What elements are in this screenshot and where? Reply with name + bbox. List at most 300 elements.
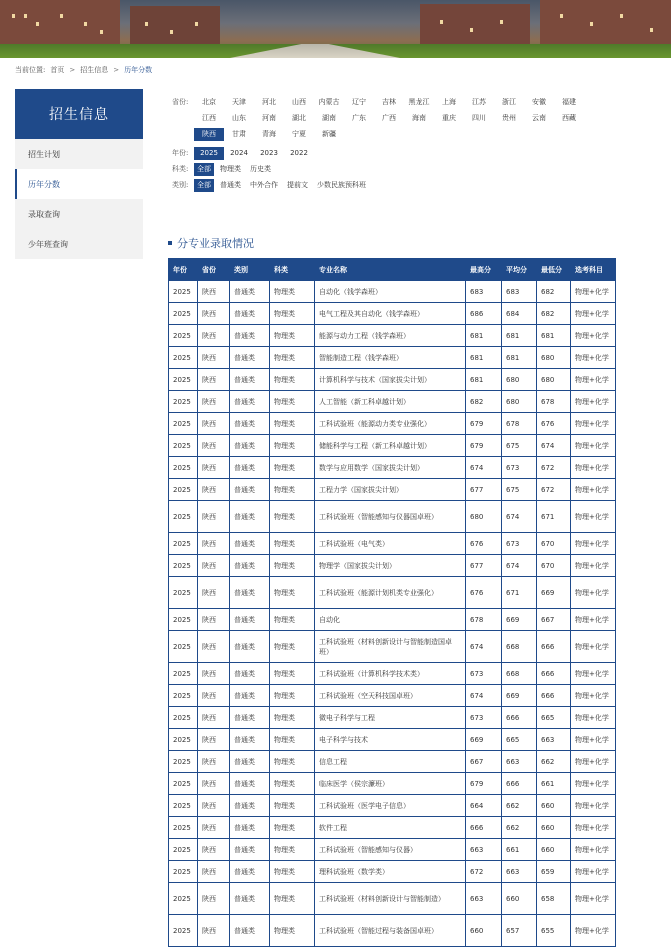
table-cell: 681 [502, 347, 537, 369]
table-cell: 普通类 [230, 685, 270, 707]
table-cell: 陕西 [198, 347, 230, 369]
table-cell: 物理+化学 [571, 555, 616, 577]
table-cell: 2025 [169, 577, 198, 609]
table-cell: 普通类 [230, 533, 270, 555]
column-header: 最低分 [537, 259, 571, 281]
table-row [169, 391, 616, 413]
sidebar-item-scores[interactable]: 历年分数 [15, 169, 143, 199]
table-cell: 2025 [169, 751, 198, 773]
table-cell: 2025 [169, 303, 198, 325]
province-option[interactable]: 浙江 [502, 98, 516, 106]
table-cell: 655 [537, 915, 571, 947]
year-option[interactable]: 2022 [290, 149, 308, 157]
table-row [169, 479, 616, 501]
province-option[interactable]: 辽宁 [352, 98, 366, 106]
column-header: 专业名称 [315, 259, 466, 281]
sidebar-menu [15, 139, 143, 259]
table-row [169, 281, 616, 303]
table-cell: 686 [466, 303, 502, 325]
province-option[interactable]: 陕西 [194, 128, 224, 141]
table-cell: 物理类 [270, 435, 315, 457]
province-option[interactable]: 黑龙江 [408, 98, 430, 106]
table-cell: 2025 [169, 773, 198, 795]
table-cell: 普通类 [230, 347, 270, 369]
table-cell: 物理学（国家拔尖计划） [315, 555, 466, 577]
table-cell: 陕西 [198, 729, 230, 751]
table-cell: 物理类 [270, 479, 315, 501]
table-cell: 661 [537, 773, 571, 795]
table-cell: 物理类 [270, 347, 315, 369]
table-row [169, 839, 616, 861]
table-cell: 661 [502, 839, 537, 861]
table-cell: 684 [502, 303, 537, 325]
table-cell: 陕西 [198, 609, 230, 631]
table-cell: 数学与应用数学（国家拔尖计划） [315, 457, 466, 479]
table-cell: 普通类 [230, 435, 270, 457]
year-option[interactable]: 2023 [260, 149, 278, 157]
table-cell: 物理+化学 [571, 631, 616, 663]
province-option[interactable]: 福建 [562, 98, 576, 106]
category-options [194, 163, 612, 176]
province-option[interactable]: 广西 [382, 114, 396, 122]
type-option[interactable]: 少数民族预科班 [317, 181, 366, 189]
table-row [169, 347, 616, 369]
year-option[interactable]: 2024 [230, 149, 248, 157]
table-cell: 普通类 [230, 795, 270, 817]
category-option[interactable]: 全部 [194, 163, 214, 176]
table-cell: 物理类 [270, 501, 315, 533]
table-cell: 671 [502, 577, 537, 609]
table-cell: 660 [537, 817, 571, 839]
table-cell: 普通类 [230, 861, 270, 883]
table-cell: 672 [537, 457, 571, 479]
table-cell: 2025 [169, 501, 198, 533]
table-cell: 物理类 [270, 609, 315, 631]
type-options [194, 179, 612, 192]
table-cell: 陕西 [198, 479, 230, 501]
table-cell: 陕西 [198, 773, 230, 795]
table-cell: 陕西 [198, 707, 230, 729]
table-cell: 能源与动力工程（钱学森班） [315, 325, 466, 347]
table-row [169, 631, 616, 663]
table-cell: 666 [537, 685, 571, 707]
year-options [194, 147, 612, 160]
table-cell: 2025 [169, 533, 198, 555]
province-option[interactable]: 湖北 [292, 114, 306, 122]
table-cell: 677 [466, 479, 502, 501]
table-cell: 普通类 [230, 457, 270, 479]
table-cell: 电气工程及其自动化（钱学森班） [315, 303, 466, 325]
table-cell: 普通类 [230, 817, 270, 839]
table-cell: 工科试验班（智能感知与仪器国卓班） [315, 501, 466, 533]
table-cell: 电子科学与技术 [315, 729, 466, 751]
type-option[interactable]: 中外合作 [250, 181, 278, 189]
breadcrumb-home-link[interactable]: 首页 [50, 66, 65, 74]
breadcrumb-separator: > [113, 66, 120, 74]
table-cell: 物理+化学 [571, 685, 616, 707]
year-filter-label: 年份: [172, 149, 189, 157]
table-cell: 681 [537, 325, 571, 347]
table-cell: 666 [537, 663, 571, 685]
table-row [169, 707, 616, 729]
table-cell: 物理类 [270, 369, 315, 391]
table-cell: 673 [466, 663, 502, 685]
table-row [169, 325, 616, 347]
type-option[interactable]: 提前文 [287, 181, 308, 189]
table-body [169, 281, 616, 947]
table-cell: 677 [466, 555, 502, 577]
table-cell: 2025 [169, 839, 198, 861]
table-cell: 676 [466, 533, 502, 555]
table-cell: 2025 [169, 631, 198, 663]
table-cell: 普通类 [230, 663, 270, 685]
province-filter-label: 省份: [172, 98, 189, 106]
breadcrumb-separator: > [69, 66, 76, 74]
table-cell: 2025 [169, 817, 198, 839]
table-cell: 物理类 [270, 577, 315, 609]
type-option[interactable]: 全部 [194, 179, 214, 192]
table-cell: 683 [466, 281, 502, 303]
table-cell: 660 [537, 839, 571, 861]
table-cell: 674 [466, 685, 502, 707]
table-cell: 陕西 [198, 533, 230, 555]
table-cell: 2025 [169, 883, 198, 915]
table-cell: 普通类 [230, 751, 270, 773]
table-cell: 物理+化学 [571, 457, 616, 479]
table-row [169, 773, 616, 795]
table-cell: 666 [502, 707, 537, 729]
breadcrumb-section-link[interactable]: 招生信息 [80, 66, 109, 74]
province-option[interactable]: 天津 [232, 98, 246, 106]
province-option[interactable]: 山东 [232, 114, 246, 122]
table-cell: 2025 [169, 413, 198, 435]
table-cell: 674 [502, 555, 537, 577]
table-cell: 工程力学（国家拔尖计划） [315, 479, 466, 501]
table-cell: 2025 [169, 391, 198, 413]
province-filter [172, 96, 612, 144]
table-cell: 680 [502, 391, 537, 413]
province-option[interactable]: 贵州 [502, 114, 516, 122]
bullet-icon [168, 241, 172, 245]
table-cell: 工科试验班（材料创新设计与智能制造国卓班） [315, 631, 466, 663]
table-cell: 工科试验班（智能过程与装备国卓班） [315, 915, 466, 947]
table-cell: 普通类 [230, 369, 270, 391]
table-cell: 680 [502, 369, 537, 391]
province-option[interactable]: 宁夏 [292, 130, 306, 138]
province-option[interactable]: 河南 [262, 114, 276, 122]
province-option[interactable]: 上海 [442, 98, 456, 106]
table-cell: 陕西 [198, 861, 230, 883]
category-filter-label: 科类: [172, 165, 189, 173]
table-cell: 660 [502, 883, 537, 915]
table-cell: 工科试验班（能源计划机类专业强化） [315, 577, 466, 609]
table-cell: 2025 [169, 795, 198, 817]
table-cell: 662 [502, 817, 537, 839]
table-cell: 669 [466, 729, 502, 751]
table-cell: 663 [466, 839, 502, 861]
table-cell: 陕西 [198, 281, 230, 303]
table-cell: 物理+化学 [571, 795, 616, 817]
province-option[interactable]: 云南 [532, 114, 546, 122]
sidebar-item-admission-query[interactable]: 录取查询 [28, 209, 60, 219]
table-cell: 物理类 [270, 707, 315, 729]
table-cell: 物理类 [270, 555, 315, 577]
table-cell: 675 [502, 435, 537, 457]
sidebar-item-junior-class-query[interactable]: 少年班查询 [28, 239, 68, 249]
province-option[interactable]: 江西 [202, 114, 216, 122]
table-cell: 临床医学（侯宗濂班） [315, 773, 466, 795]
province-option[interactable]: 海南 [412, 114, 426, 122]
table-cell: 工科试验班（材料创新设计与智能制造） [315, 883, 466, 915]
table-cell: 物理+化学 [571, 817, 616, 839]
table-cell: 陕西 [198, 817, 230, 839]
table-cell: 660 [466, 915, 502, 947]
breadcrumb-label: 当前位置: [15, 66, 46, 74]
table-cell: 陕西 [198, 413, 230, 435]
table-cell: 658 [537, 883, 571, 915]
table-cell: 陕西 [198, 369, 230, 391]
column-header: 最高分 [466, 259, 502, 281]
table-cell: 676 [466, 577, 502, 609]
table-cell: 2025 [169, 479, 198, 501]
province-option[interactable]: 新疆 [322, 130, 336, 138]
table-cell: 物理+化学 [571, 391, 616, 413]
province-option[interactable]: 山西 [292, 98, 306, 106]
table-cell: 2025 [169, 663, 198, 685]
table-row [169, 817, 616, 839]
table-cell: 普通类 [230, 729, 270, 751]
category-option[interactable]: 历史类 [250, 165, 271, 173]
breadcrumb [15, 64, 152, 76]
table-cell: 陕西 [198, 631, 230, 663]
table-cell: 工科试验班（能源动力类专业强化） [315, 413, 466, 435]
sidebar-title: 招生信息 [15, 89, 143, 139]
table-cell: 物理+化学 [571, 533, 616, 555]
table-cell: 681 [466, 325, 502, 347]
table-cell: 陕西 [198, 303, 230, 325]
table-cell: 物理+化学 [571, 729, 616, 751]
table-cell: 物理+化学 [571, 577, 616, 609]
column-header: 选考科目 [571, 259, 616, 281]
table-cell: 微电子科学与工程 [315, 707, 466, 729]
table-cell: 668 [502, 663, 537, 685]
table-cell: 物理+化学 [571, 839, 616, 861]
table-cell: 普通类 [230, 303, 270, 325]
table-cell: 物理+化学 [571, 883, 616, 915]
sidebar-item-plan[interactable]: 招生计划 [28, 149, 60, 159]
table-cell: 2025 [169, 347, 198, 369]
table-cell: 物理类 [270, 861, 315, 883]
table-row [169, 435, 616, 457]
type-filter [172, 179, 612, 192]
table-cell: 物理类 [270, 457, 315, 479]
table-cell: 陕西 [198, 883, 230, 915]
section-title-text: 分专业录取情况 [177, 237, 254, 250]
table-cell: 682 [537, 303, 571, 325]
table-cell: 665 [502, 729, 537, 751]
province-option[interactable]: 江苏 [472, 98, 486, 106]
table-row [169, 303, 616, 325]
table-cell: 工科试验班（空天科技国卓班） [315, 685, 466, 707]
table-cell: 672 [466, 861, 502, 883]
table-cell: 物理类 [270, 325, 315, 347]
table-cell: 674 [466, 457, 502, 479]
table-cell: 674 [466, 631, 502, 663]
table-cell: 陕西 [198, 915, 230, 947]
table-cell: 2025 [169, 609, 198, 631]
province-option[interactable]: 四川 [472, 114, 486, 122]
province-option[interactable]: 北京 [202, 98, 216, 106]
section-title [168, 235, 254, 251]
table-cell: 物理+化学 [571, 479, 616, 501]
table-cell: 679 [466, 435, 502, 457]
table-cell: 2025 [169, 707, 198, 729]
table-cell: 普通类 [230, 555, 270, 577]
table-row [169, 555, 616, 577]
table-cell: 陕西 [198, 685, 230, 707]
table-row [169, 413, 616, 435]
table-cell: 669 [502, 685, 537, 707]
table-cell: 物理类 [270, 839, 315, 861]
column-header: 省份 [198, 259, 230, 281]
table-row [169, 685, 616, 707]
year-option[interactable]: 2025 [194, 147, 224, 160]
table-cell: 2025 [169, 325, 198, 347]
province-options [194, 96, 612, 144]
table-cell: 普通类 [230, 281, 270, 303]
table-cell: 普通类 [230, 915, 270, 947]
table-cell: 物理+化学 [571, 413, 616, 435]
table-row [169, 577, 616, 609]
table-cell: 物理+化学 [571, 281, 616, 303]
table-cell: 663 [537, 729, 571, 751]
table-cell: 675 [502, 479, 537, 501]
table-cell: 计算机科学与技术（国家拔尖计划） [315, 369, 466, 391]
table-cell: 683 [502, 281, 537, 303]
column-header: 年份 [169, 259, 198, 281]
table-cell: 物理类 [270, 729, 315, 751]
table-cell: 2025 [169, 729, 198, 751]
table-cell: 662 [502, 795, 537, 817]
table-row [169, 663, 616, 685]
table-cell: 普通类 [230, 413, 270, 435]
table-cell: 陕西 [198, 435, 230, 457]
table-row [169, 609, 616, 631]
table-cell: 普通类 [230, 479, 270, 501]
table-cell: 659 [537, 861, 571, 883]
province-option[interactable]: 广东 [352, 114, 366, 122]
table-cell: 物理+化学 [571, 915, 616, 947]
table-cell: 681 [502, 325, 537, 347]
table-cell: 665 [537, 707, 571, 729]
table-row [169, 795, 616, 817]
table-cell: 679 [466, 413, 502, 435]
column-header: 类别 [230, 259, 270, 281]
province-option[interactable]: 西藏 [562, 114, 576, 122]
table-cell: 673 [466, 707, 502, 729]
table-cell: 681 [466, 369, 502, 391]
table-cell: 普通类 [230, 839, 270, 861]
table-cell: 物理+化学 [571, 751, 616, 773]
table-cell: 物理类 [270, 303, 315, 325]
table-cell: 物理+化学 [571, 347, 616, 369]
category-option[interactable]: 物理类 [220, 165, 241, 173]
province-option[interactable]: 吉林 [382, 98, 396, 106]
table-header-row [169, 259, 616, 281]
table-cell: 普通类 [230, 325, 270, 347]
province-option[interactable]: 河北 [262, 98, 276, 106]
column-header: 平均分 [502, 259, 537, 281]
table-cell: 工科试验班（计算机科学技术类） [315, 663, 466, 685]
table-cell: 666 [502, 773, 537, 795]
column-header: 科类 [270, 259, 315, 281]
table-cell: 680 [537, 347, 571, 369]
province-option[interactable]: 甘肃 [232, 130, 246, 138]
province-option[interactable]: 安徽 [532, 98, 546, 106]
table-cell: 682 [466, 391, 502, 413]
table-cell: 陕西 [198, 839, 230, 861]
table-cell: 陕西 [198, 501, 230, 533]
table-cell: 物理+化学 [571, 609, 616, 631]
table-cell: 物理类 [270, 391, 315, 413]
table-cell: 667 [537, 609, 571, 631]
province-option[interactable]: 青海 [262, 130, 276, 138]
table-cell: 663 [502, 751, 537, 773]
province-option[interactable]: 重庆 [442, 114, 456, 122]
table-cell: 软件工程 [315, 817, 466, 839]
province-option[interactable]: 内蒙古 [318, 98, 340, 106]
table-cell: 储能科学与工程（新工科卓越计划） [315, 435, 466, 457]
table-cell: 2025 [169, 281, 198, 303]
category-filter [172, 163, 612, 176]
table-cell: 陕西 [198, 555, 230, 577]
table-cell: 682 [537, 281, 571, 303]
table-cell: 信息工程 [315, 751, 466, 773]
table-cell: 2025 [169, 915, 198, 947]
province-option[interactable]: 湖南 [322, 114, 336, 122]
table-cell: 物理类 [270, 413, 315, 435]
table-row [169, 533, 616, 555]
table-cell: 自动化 [315, 609, 466, 631]
table-cell: 2025 [169, 369, 198, 391]
table-cell: 678 [466, 609, 502, 631]
type-option[interactable]: 普通类 [220, 181, 241, 189]
table-cell: 物理+化学 [571, 707, 616, 729]
table-cell: 664 [466, 795, 502, 817]
table-cell: 物理类 [270, 795, 315, 817]
table-cell: 678 [537, 391, 571, 413]
table-cell: 668 [502, 631, 537, 663]
table-cell: 物理类 [270, 915, 315, 947]
table-cell: 物理类 [270, 751, 315, 773]
table-cell: 669 [502, 609, 537, 631]
table-cell: 物理类 [270, 663, 315, 685]
table-cell: 普通类 [230, 609, 270, 631]
table-cell: 理科试验班（数学类） [315, 861, 466, 883]
table-cell: 680 [466, 501, 502, 533]
table-cell: 物理类 [270, 883, 315, 915]
breadcrumb-current: 历年分数 [124, 66, 153, 74]
table-cell: 陕西 [198, 795, 230, 817]
year-filter [172, 147, 612, 160]
table-cell: 普通类 [230, 501, 270, 533]
table-cell: 2025 [169, 435, 198, 457]
table-cell: 物理类 [270, 631, 315, 663]
table-cell: 物理+化学 [571, 663, 616, 685]
table-cell: 663 [466, 883, 502, 915]
table-cell: 工科试验班（智能感知与仪器） [315, 839, 466, 861]
campus-banner [0, 0, 671, 58]
